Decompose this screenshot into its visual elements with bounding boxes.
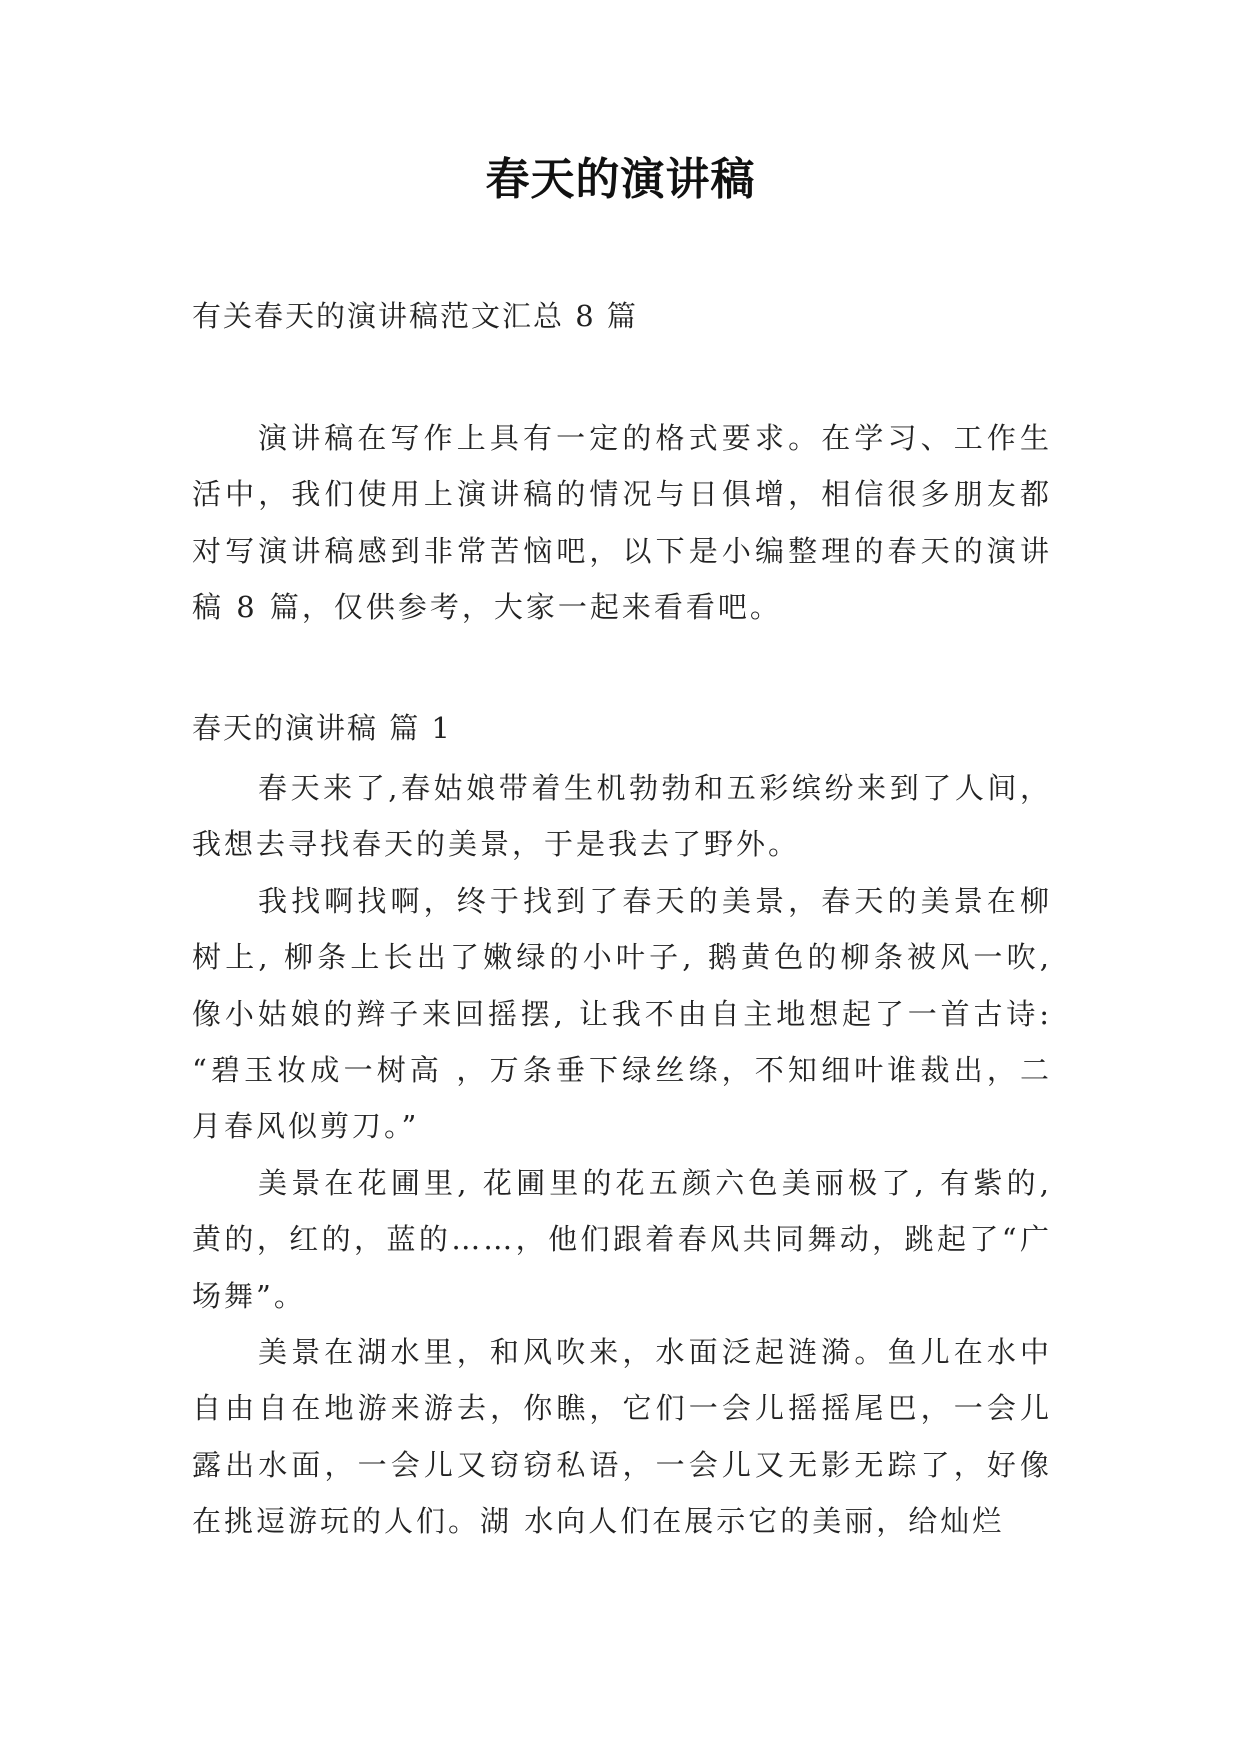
paragraph: 美景在湖水里，和风吹来，水面泛起涟漪。鱼儿在水中自由自在地游来游去，你瞧，它们一会儿摇摇尾巴，一会儿露出水面，一会儿又窃窃私语，一会儿又无影无踪了，好像在挑逗游玩的人们。湖 水向人们在展示它的美丽，给灿烂	[192, 1335, 1052, 1539]
intro-section	[192, 410, 1052, 636]
paragraph: 春天来了,春姑娘带着生机勃勃和五彩缤纷来到了人间，我想去寻找春天的美景，于是我去了野外。	[192, 771, 1052, 862]
document-title: 春天的演讲稿	[485, 154, 756, 205]
body-text	[192, 760, 1052, 1550]
paragraph: 美景在花圃里, 花圃里的花五颜六色美丽极了, 有紫的, 黄的，红的，蓝的……，他们跟着春风共同舞动，跳起了“广场舞”。	[192, 1165, 1052, 1313]
intro-paragraph: 演讲稿在写作上具有一定的格式要求。在学习、工作生活中，我们使用上演讲稿的情况与日俱增，相信很多朋友都对写演讲稿感到非常苦恼吧，以下是小编整理的春天的演讲稿 8 篇，仅供参考，大家一起来看看吧。	[192, 421, 1052, 625]
paragraph: 我找啊找啊，终于找到了春天的美景，春天的美景在柳树上, 柳条上长出了嫩绿的小叶子, 鹅黄色的柳条被风一吹, 像小姑娘的辫子来回摇摆, 让我不由自主地想起了一首古诗: “碧玉妆成一树高 ，万条垂下绿丝绦，不知细叶谁裁出，二月春风似剪刀。”	[192, 883, 1052, 1144]
section-heading: 春天的演讲稿 篇 1	[192, 711, 452, 745]
document-subtitle: 有关春天的演讲稿范文汇总 8 篇	[192, 299, 638, 333]
